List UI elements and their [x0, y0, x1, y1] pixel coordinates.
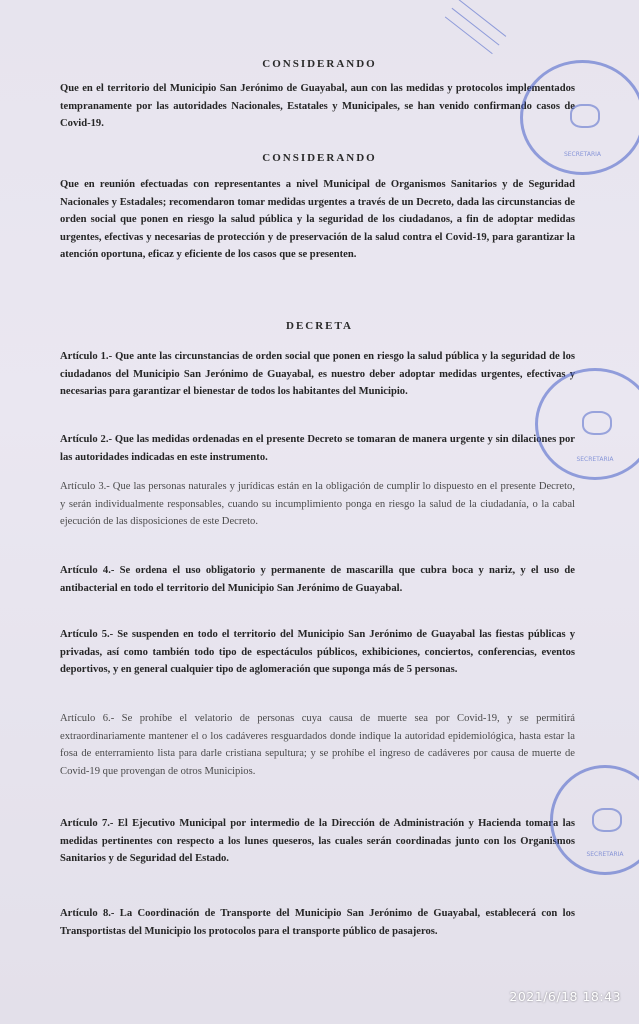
considerando-heading-1: CONSIDERANDO	[262, 58, 377, 70]
municipal-seal-stamp	[520, 60, 639, 175]
photo-timestamp: 2021/6/18 18:43	[509, 989, 621, 1004]
article-7: Artículo 7.- El Ejecutivo Municipal por intermedio de la Dirección de Administración y Hacienda tomara las medidas pertinentes con respecto a los lunes queseros, las cuales serán coordinadas junto con los Organismos Sanitarios y de Seguridad del Estado.	[60, 818, 575, 865]
stamp-label: SECRETARIA	[576, 456, 614, 463]
article-5: Artículo 5.- Se suspenden en todo el territorio del Municipio San Jerónimo de Guayabal las fiestas públicas y privadas, así como también todo tipo de espectáculos públicos, exhibiciones, conciertos, conferencias, eventos deportivos, y en general cualquier tipo de aglomeración que suponga más de 5 personas.	[60, 629, 575, 676]
considerando-heading-2: CONSIDERANDO	[262, 152, 377, 164]
considerando-text-1: Que en el territorio del Municipio San Jerónimo de Guayabal, aun con las medidas y protocolos implementados tempranamente por las autoridades Nacionales, Estatales y Municipales, se han venido confirmando casos de Covid-19.	[60, 83, 575, 130]
article-1: Artículo 1.- Que ante las circunstancias de orden social que ponen en riesgo la salud pública y la seguridad de los ciudadanos del Municipio San Jerónimo de Guayabal, es nuestro deber adoptar medidas urgentes, efectivas y necesarias para garantizar el bienestar de todos los habitantes del Municipio.	[60, 351, 575, 398]
received-stamp	[427, 0, 519, 83]
stamp-label: SECRETARIA	[586, 851, 624, 858]
article-3: Artículo 3.- Que las personas naturales y jurídicas están en la obligación de cumplir lo dispuesto en el presente Decreto, y serán individualmente responsables, cuando su incumplimiento ponga en riesgo la salud de la ciudadanía, o la cabal ejecución de las disposiciones de este Decreto.	[60, 481, 575, 528]
stamp-label: SECRETARIA	[563, 151, 602, 158]
considerando-text-2: Que en reunión efectuadas con representantes a nivel Municipal de Organismos Sanitarios y de Seguridad Nacionales y Estadales; recomendaron tomar medidas urgentes a través de un Decreto, dada las circunstancias de orden social que ponen en riesgo la salud pública y la seguridad de los ciudadanos, a fin de adoptar medidas urgentes, efectivas y necesarias de protección y de preservación de la salud contra el Covid-19, para garantizar la atención oportuna, eficaz y eficiente de los casos que se presenten.	[60, 179, 575, 261]
article-2: Artículo 2.- Que las medidas ordenadas en el presente Decreto se tomaran de manera urgente y sin dilaciones por las autoridades indicadas en este instrumento.	[60, 434, 575, 463]
article-4: Artículo 4.- Se ordena el uso obligatorio y permanente de mascarilla que cubra boca y nariz, y el uso de antibacterial en todo el territorio del Municipio San Jerónimo de Guayabal.	[60, 565, 575, 594]
article-8: Artículo 8.- La Coordinación de Transporte del Municipio San Jerónimo de Guayabal, establecerá con los Transportistas del Municipio los protocolos para el transporte público de pasajeros.	[60, 908, 575, 937]
decreta-heading: DECRETA	[286, 320, 353, 332]
article-6: Artículo 6.- Se prohíbe el velatorio de personas cuya causa de muerte sea por Covid-19, y se permitirá extraordinariamente mantener el o los cadáveres resguardados donde indique la autoridad epidemiológica, hasta estar la fosa de enterramiento lista para darle cristiana sepultura; y se prohíbe el ingreso de cadáveres por causa de muerte de Covid-19 que provengan de otros Municipios.	[60, 713, 575, 777]
